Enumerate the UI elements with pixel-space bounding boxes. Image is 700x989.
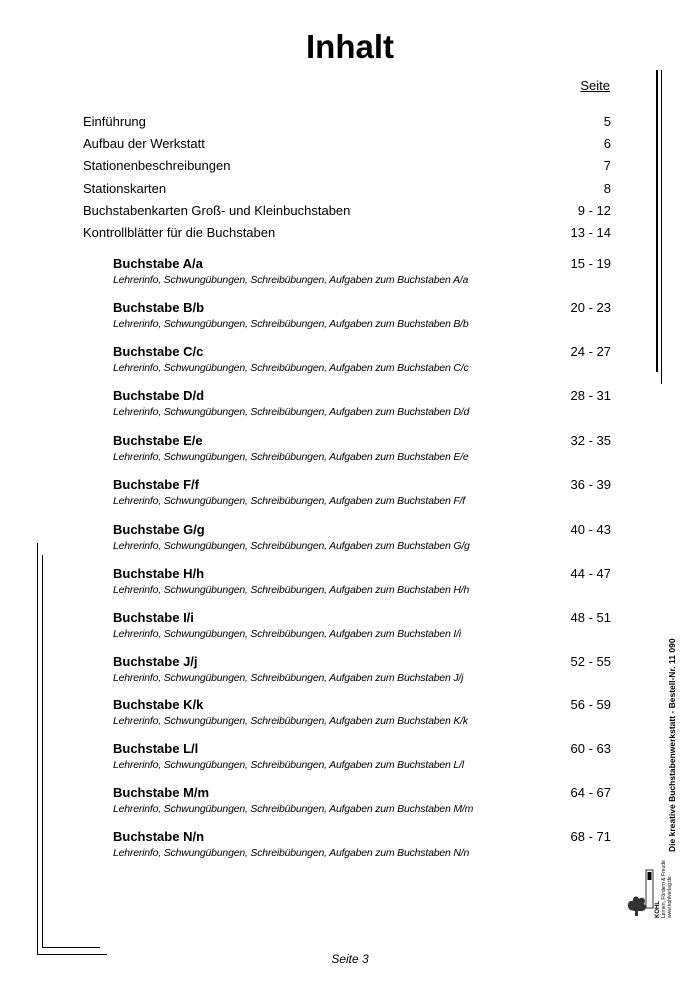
toc-row — [83, 202, 611, 220]
section-pages: 28 - 31 — [570, 388, 611, 403]
letter-section — [113, 654, 611, 690]
publisher-tagline: Lernen, Fördern & Freude — [661, 860, 667, 918]
toc-pages: 5 — [603, 114, 611, 129]
section-title: Buchstabe G/g — [113, 522, 205, 537]
section-title: Buchstabe F/f — [113, 477, 199, 492]
section-pages: 15 - 19 — [570, 256, 611, 271]
section-description: Lehrerinfo, Schwungübungen, Schreibübungen, Aufgaben zum Buchstaben G/g — [113, 540, 470, 552]
section-description: Lehrerinfo, Schwungübungen, Schreibübungen, Aufgaben zum Buchstaben C/c — [113, 362, 469, 374]
section-description: Lehrerinfo, Schwungübungen, Schreibübungen, Aufgaben zum Buchstaben F/f — [113, 495, 465, 507]
section-title: Buchstabe K/k — [113, 697, 204, 712]
section-pages: 24 - 27 — [570, 344, 611, 359]
left-frame-line-outer — [37, 543, 38, 955]
section-pages: 68 - 71 — [570, 829, 611, 844]
toc-label: Kontrollblätter für die Buchstaben — [83, 225, 276, 240]
toc-row — [83, 113, 611, 131]
section-description: Lehrerinfo, Schwungübungen, Schreibübungen, Aufgaben zum Buchstaben L/l — [113, 759, 464, 771]
side-imprint: Die kreative Buchstabenwerkstatt - Bestell-Nr. 11 090 — [667, 638, 677, 852]
letter-section — [113, 344, 611, 380]
page-column-header: Seite — [580, 78, 610, 93]
section-description: Lehrerinfo, Schwungübungen, Schreibübungen, Aufgaben zum Buchstaben D/d — [113, 406, 470, 418]
letter-section — [113, 522, 611, 558]
letter-section — [113, 300, 611, 336]
publisher-url: www.kohlverlag.de — [667, 876, 673, 918]
section-title: Buchstabe B/b — [113, 300, 205, 315]
section-description: Lehrerinfo, Schwungübungen, Schreibübungen, Aufgaben zum Buchstaben K/k — [113, 715, 468, 727]
section-title: Buchstabe I/i — [113, 610, 194, 625]
toc-label: Aufbau der Werkstatt — [83, 136, 205, 151]
toc-row — [83, 157, 611, 175]
toc-pages: 9 - 12 — [577, 203, 611, 218]
toc-pages: 6 — [603, 136, 611, 151]
toc-pages: 13 - 14 — [570, 225, 611, 240]
section-pages: 48 - 51 — [570, 610, 611, 625]
letter-section — [113, 477, 611, 513]
section-pages: 64 - 67 — [570, 785, 611, 800]
letter-section — [113, 610, 611, 646]
page-footer: Seite 3 — [331, 952, 369, 966]
section-description: Lehrerinfo, Schwungübungen, Schreibübungen, Aufgaben zum Buchstaben A/a — [113, 274, 469, 286]
section-pages: 60 - 63 — [570, 741, 611, 756]
publisher-logo-icon — [626, 866, 656, 918]
publisher-name: KOHL — [655, 901, 661, 918]
letter-section — [113, 566, 611, 602]
section-description: Lehrerinfo, Schwungübungen, Schreibübungen, Aufgaben zum Buchstaben B/b — [113, 318, 469, 330]
section-title: Buchstabe H/h — [113, 566, 205, 581]
section-pages: 32 - 35 — [570, 433, 611, 448]
toc-pages: 7 — [603, 158, 611, 173]
left-frame-line-inner — [42, 555, 43, 948]
toc-row — [83, 135, 611, 153]
letter-section — [113, 785, 611, 821]
publisher-imprint — [655, 860, 673, 918]
toc-label: Stationenbeschreibungen — [83, 158, 231, 173]
letter-section — [113, 256, 611, 292]
section-description: Lehrerinfo, Schwungübungen, Schreibübungen, Aufgaben zum Buchstaben J/j — [113, 672, 464, 684]
toc-row — [83, 180, 611, 198]
section-pages: 36 - 39 — [570, 477, 611, 492]
letter-section — [113, 388, 611, 424]
right-divider-line — [656, 70, 658, 372]
section-title: Buchstabe N/n — [113, 829, 205, 844]
letter-section — [113, 829, 611, 865]
section-title: Buchstabe E/e — [113, 433, 203, 448]
section-pages: 40 - 43 — [570, 522, 611, 537]
section-description: Lehrerinfo, Schwungübungen, Schreibübungen, Aufgaben zum Buchstaben E/e — [113, 451, 469, 463]
page-title: Inhalt — [306, 28, 394, 65]
letter-section — [113, 741, 611, 777]
toc-row — [83, 224, 611, 242]
section-pages: 52 - 55 — [570, 654, 611, 669]
section-pages: 56 - 59 — [570, 697, 611, 712]
section-pages: 44 - 47 — [570, 566, 611, 581]
section-title: Buchstabe A/a — [113, 256, 203, 271]
section-description: Lehrerinfo, Schwungübungen, Schreibübungen, Aufgaben zum Buchstaben I/i — [113, 628, 461, 640]
toc-label: Einführung — [83, 114, 146, 129]
bottom-frame-line-inner — [42, 947, 100, 948]
section-description: Lehrerinfo, Schwungübungen, Schreibübungen, Aufgaben zum Buchstaben N/n — [113, 847, 470, 859]
section-pages: 20 - 23 — [570, 300, 611, 315]
toc-pages: 8 — [603, 181, 611, 196]
section-title: Buchstabe M/m — [113, 785, 210, 800]
section-title: Buchstabe L/l — [113, 741, 199, 756]
toc-label: Stationskarten — [83, 181, 167, 196]
section-title: Buchstabe D/d — [113, 388, 205, 403]
section-title: Buchstabe J/j — [113, 654, 198, 669]
toc-label: Buchstabenkarten Groß- und Kleinbuchstaben — [83, 203, 351, 218]
letter-section — [113, 433, 611, 469]
letter-section — [113, 697, 611, 733]
section-description: Lehrerinfo, Schwungübungen, Schreibübungen, Aufgaben zum Buchstaben M/m — [113, 803, 474, 815]
right-divider-line-thin — [661, 70, 662, 384]
section-description: Lehrerinfo, Schwungübungen, Schreibübungen, Aufgaben zum Buchstaben H/h — [113, 584, 470, 596]
section-title: Buchstabe C/c — [113, 344, 204, 359]
